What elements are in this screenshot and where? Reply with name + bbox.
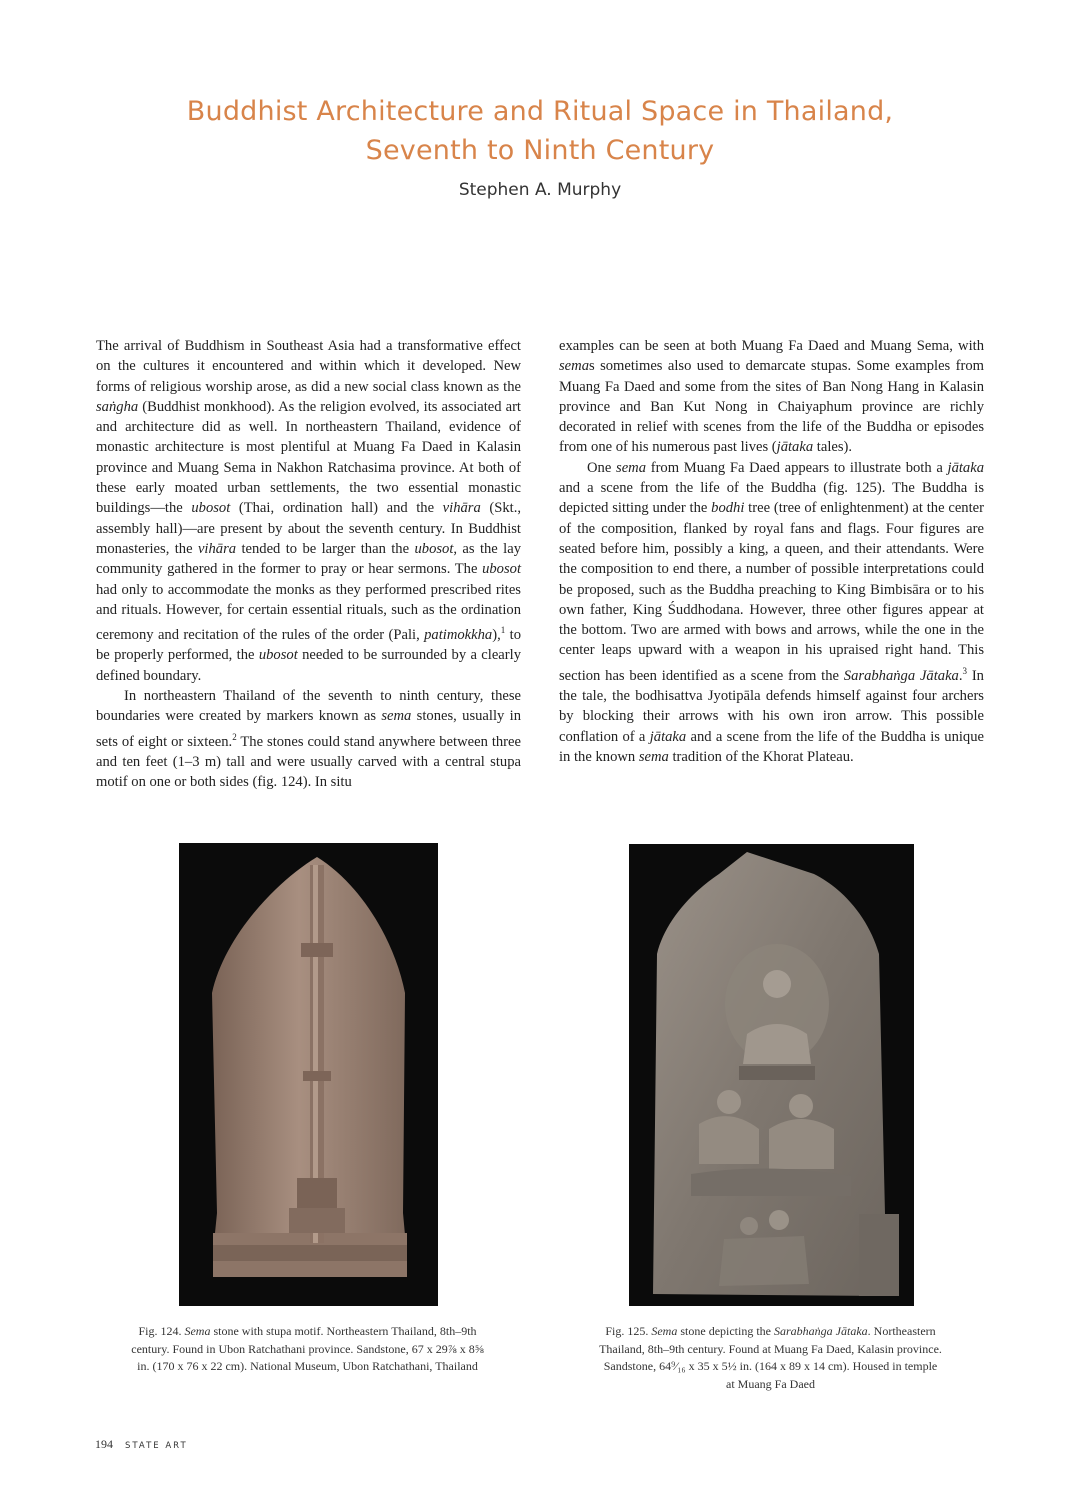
paragraph: examples can be seen at both Muang Fa Daed and Muang Sema, with semas sometimes also used to demarcate stupas. Some examples from Muang Fa Daed and some from the sites of Ban Nong Hang in Kalasin province and Ban Kut Nong in Chaiyaphum province are richly decorated in relief with scenes from the life of the Buddha or episodes from one of his numerous past lives (jātaka tales). bbox=[559, 338, 984, 456]
caption-text: Fig. 124. Sema stone with stupa motif. Northeastern Thailand, 8th–9th century. Found in Ubon Ratchathani province. Sandstone, 67 x 29⅞ x 8⅝ in. (170 x 76 x 22 cm). National Museum, Ubon Ratchathani, Thailand bbox=[131, 1324, 484, 1373]
italic-term: bodhi bbox=[711, 500, 745, 517]
caption-text: Fig. 125. Sema stone depicting the Sarabhaṅga Jātaka. Northeastern Thailand, 8th–9th century. Found at Muang Fa Daed, Kalasin province. Sandstone, 64⁹⁄₁₆ x 35 x 5½ in. (164 x 89 x 14 cm). Housed in temple at Muang Fa Daed bbox=[599, 1324, 942, 1391]
italic-term: ubosot bbox=[414, 540, 454, 557]
italic-term: sema bbox=[638, 748, 669, 765]
running-title: STATE ART bbox=[125, 1441, 188, 1451]
right-column bbox=[559, 336, 984, 767]
sema-jataka-relief-photo bbox=[629, 844, 914, 1306]
italic-term: ubosot bbox=[482, 561, 521, 578]
italic-term: sema bbox=[381, 708, 412, 725]
italic-term: jātaka bbox=[776, 439, 814, 456]
italic-term: sema bbox=[559, 358, 589, 375]
italic-term: Sema bbox=[651, 1324, 678, 1338]
page-number: 194 bbox=[95, 1437, 113, 1451]
italic-term: jātaka bbox=[947, 459, 984, 476]
paragraph: One sema from Muang Fa Daed appears to illustrate both a jātaka and a scene from the life of the Buddha (fig. 125). The Buddha is depicted sitting under the bodhi tree (tree of enlightenment) at the center of the composition, flanked by royal fans and flags. Four figures are seated before him, possibly a king, a queen, and their attendants. Were the composition to end there, a number of possible interpretations could be proposed, such as the Buddha preaching to King Bimbisāra or to his own father, King Śuddhodana. However, three other figures appear at the bottom. Two are armed with bows and arrows, while the one in the center leaps upward with a weapon in his upraised right hand. This section has been identified as a scene from the Sarabhaṅga Jātaka.$^3$ In the tale, the bodhisattva Jyotipāla defends himself against four archers by blocking their arrows with his own iron arrow. This possible conflation of a jātaka and a scene from the life of the Buddha is unique in the known sema tradition of the Khorat Plateau. bbox=[559, 459, 985, 765]
italic-term: saṅgha bbox=[96, 398, 139, 415]
title-line-1: Buddhist Architecture and Ritual Space in Thailand, bbox=[186, 96, 894, 127]
author-name: Stephen A. Murphy bbox=[458, 180, 622, 200]
page-footer bbox=[95, 1437, 188, 1452]
italic-term: vihāra bbox=[197, 540, 237, 557]
sema-stupa-stone-photo bbox=[179, 843, 438, 1306]
footnote-marker: 2 bbox=[232, 731, 237, 742]
italic-term: sema bbox=[616, 459, 647, 476]
italic-term: Sarabhaṅga Jātaka bbox=[774, 1324, 868, 1338]
italic-term: ubosot bbox=[191, 500, 231, 517]
footnote-marker: 1 bbox=[500, 625, 506, 636]
title-line-2: Seventh to Ninth Century bbox=[365, 135, 715, 166]
italic-term: Sema bbox=[184, 1324, 211, 1338]
article-title bbox=[0, 92, 1080, 170]
italic-term: ubosot bbox=[258, 647, 298, 664]
figure-124-image bbox=[179, 843, 438, 1306]
footnote-marker: 3 bbox=[962, 665, 968, 676]
paragraph: The arrival of Buddhism in Southeast Asia had a transformative effect on the cultures it encountered and within which it developed. New forms of religious worship arose, as did a new social class known as the saṅgha (Buddhist monkhood). As the religion evolved, its associated art and architecture did as well. In northeastern Thailand, evidence of monastic architecture is most plentiful at Muang Fa Daed in Kalasin province and Muang Sema in Nakhon Ratchasima province. At both of these early moated urban settlements, the two essential monastic buildings—the ubosot (Thai, ordination hall) and the vihāra (Skt., assembly hall)—are present by about the seventh century. In Buddhist monasteries, the vihāra tended to be larger than the ubosot, as the lay community gathered in the former to pray or hear sermons. The ubosot had only to accommodate the monks as they performed prescribed rites and rituals. However, for certain essential rituals, such as the ordination ceremony and recitation of the rules of the order (Pali, patimokkha),$^1$ to be properly performed, the ubosot needed to be surrounded by a clearly defined boundary. bbox=[96, 338, 521, 684]
figure-125-caption bbox=[598, 1323, 943, 1393]
italic-term: patimokkha bbox=[424, 627, 493, 644]
figure-125-image bbox=[629, 844, 914, 1306]
italic-term: Sarabhaṅga Jātaka bbox=[843, 667, 959, 684]
paragraph: In northeastern Thailand of the seventh to ninth century, these boundaries were created by markers known as sema stones, usually in sets of eight or sixteen.$^2$ The stones could stand anywhere between three and ten feet (1–3 m) tall and were usually carved with a central stupa motif on one or both sides (fig. 124). In situ bbox=[96, 687, 521, 790]
figure-124-caption bbox=[130, 1323, 485, 1376]
left-column bbox=[96, 336, 521, 792]
italic-term: vihāra bbox=[442, 500, 481, 517]
italic-term: jātaka bbox=[649, 728, 687, 745]
